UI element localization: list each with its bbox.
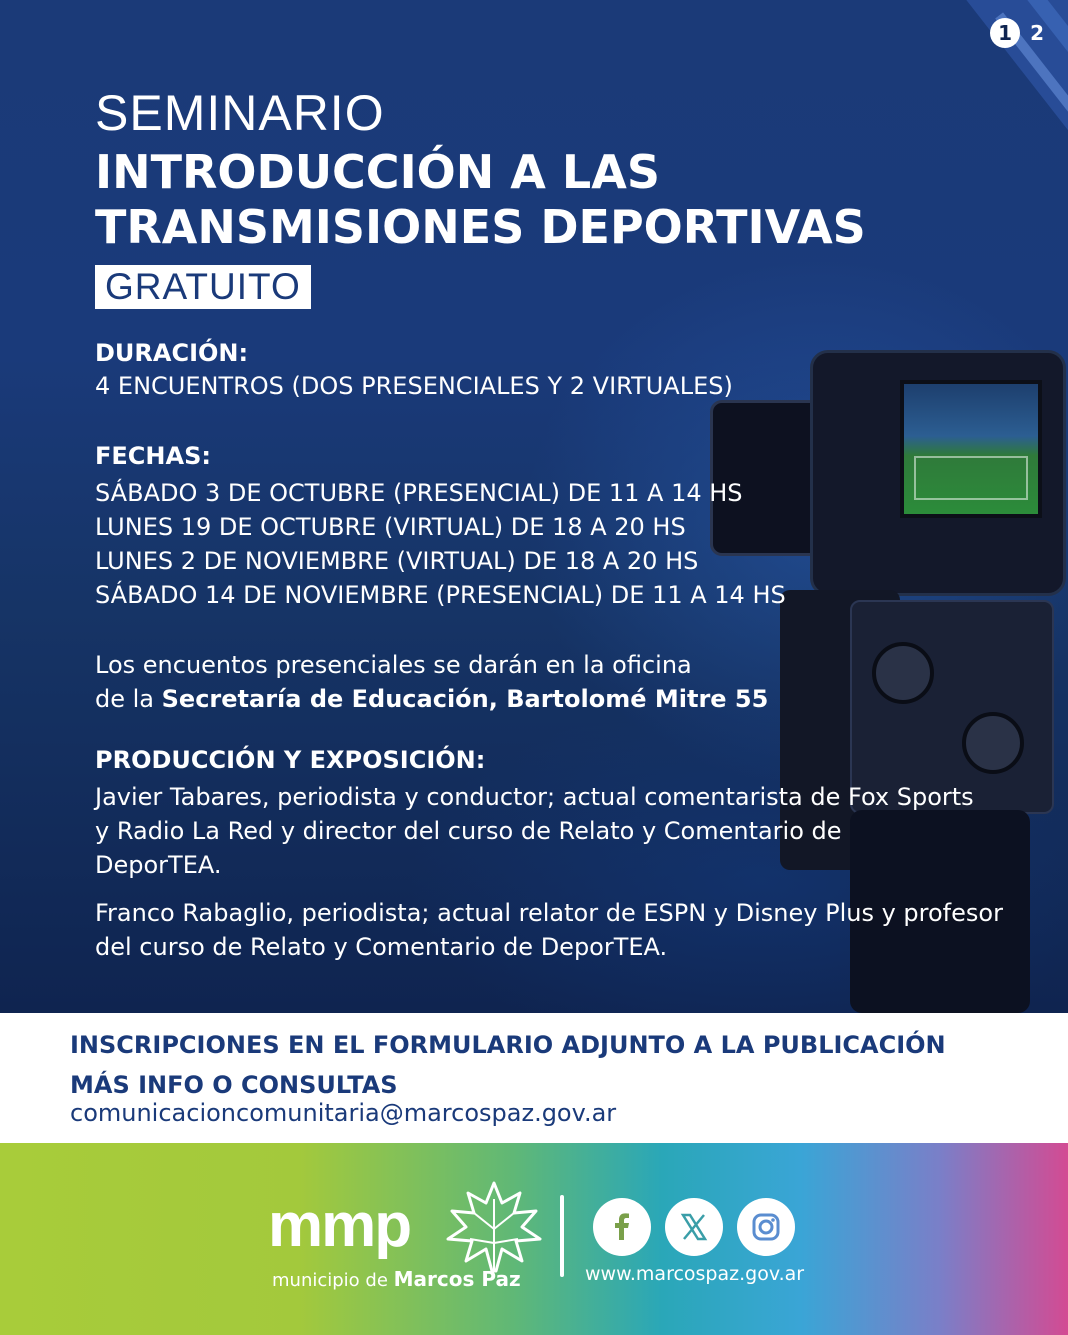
fecha-item: LUNES 19 DE OCTUBRE (VIRTUAL) DE 18 A 20 HS — [95, 513, 686, 541]
inscripciones-text: INSCRIPCIONES EN EL FORMULARIO ADJUNTO A LA PUBLICACIÓN — [70, 1031, 946, 1059]
instagram-icon[interactable] — [737, 1198, 795, 1256]
municipio-bold: Marcos Paz — [393, 1267, 521, 1291]
page-indicator-next[interactable]: 2 — [1030, 21, 1044, 45]
contact-email[interactable]: comunicacioncomunitaria@marcospaz.gov.ar — [70, 1099, 617, 1127]
footer-divider — [560, 1195, 564, 1277]
municipio-logo — [268, 1191, 538, 1291]
camera-knob — [872, 642, 934, 704]
kicker: SEMINARIO — [95, 85, 385, 141]
duracion-value: 4 ENCUENTROS (DOS PRESENCIALES Y 2 VIRTUALES) — [95, 372, 733, 400]
venue-info — [95, 648, 768, 716]
title-line-2: TRANSMISIONES DEPORTIVAS — [95, 200, 866, 254]
speaker-bio-1: Javier Tabares, periodista y conductor; actual comentarista de Fox Sports y Radio La Red y director del curso de Relato y Comentario de DeporTEA. — [95, 783, 974, 879]
leaf-icon — [444, 1179, 544, 1275]
footer — [0, 1143, 1068, 1335]
logo-text: mmp — [268, 1191, 411, 1260]
municipio-name — [272, 1267, 521, 1291]
website-link[interactable]: www.marcospaz.gov.ar — [585, 1263, 805, 1285]
free-badge: GRATUITO — [95, 265, 311, 309]
venue-line-1: Los encuentos presenciales se darán en la oficina — [95, 651, 692, 679]
venue-prefix: de la — [95, 685, 162, 713]
fecha-item: SÁBADO 14 DE NOVIEMBRE (PRESENCIAL) DE 11 A 14 HS — [95, 581, 786, 609]
camera-knob — [962, 712, 1024, 774]
fechas-list — [95, 476, 786, 612]
fechas-label: FECHAS: — [95, 442, 211, 470]
fecha-item: LUNES 2 DE NOVIEMBRE (VIRTUAL) DE 18 A 20 HS — [95, 547, 699, 575]
camera-monitor — [900, 380, 1042, 518]
page-indicator-current[interactable]: 1 — [990, 18, 1020, 48]
duracion-label: DURACIÓN: — [95, 339, 249, 367]
venue-line-2 — [95, 682, 768, 716]
mas-info-label: MÁS INFO O CONSULTAS — [70, 1071, 398, 1099]
info-band — [0, 1013, 1068, 1143]
fecha-item: SÁBADO 3 DE OCTUBRE (PRESENCIAL) DE 11 A 14 HS — [95, 479, 743, 507]
x-icon[interactable] — [665, 1198, 723, 1256]
speaker-bio-2: Franco Rabaglio, periodista; actual relator de ESPN y Disney Plus y profesor del curso de Relato y Comentario de DeporTEA. — [95, 899, 1003, 961]
title-line-1: INTRODUCCIÓN A LAS — [95, 145, 660, 199]
facebook-icon[interactable] — [593, 1198, 651, 1256]
carousel-page-indicator — [990, 18, 1044, 48]
municipio-prefix: municipio de — [272, 1270, 394, 1291]
produccion-label: PRODUCCIÓN Y EXPOSICIÓN: — [95, 746, 486, 774]
venue-address: Secretaría de Educación, Bartolomé Mitre 55 — [161, 685, 769, 713]
